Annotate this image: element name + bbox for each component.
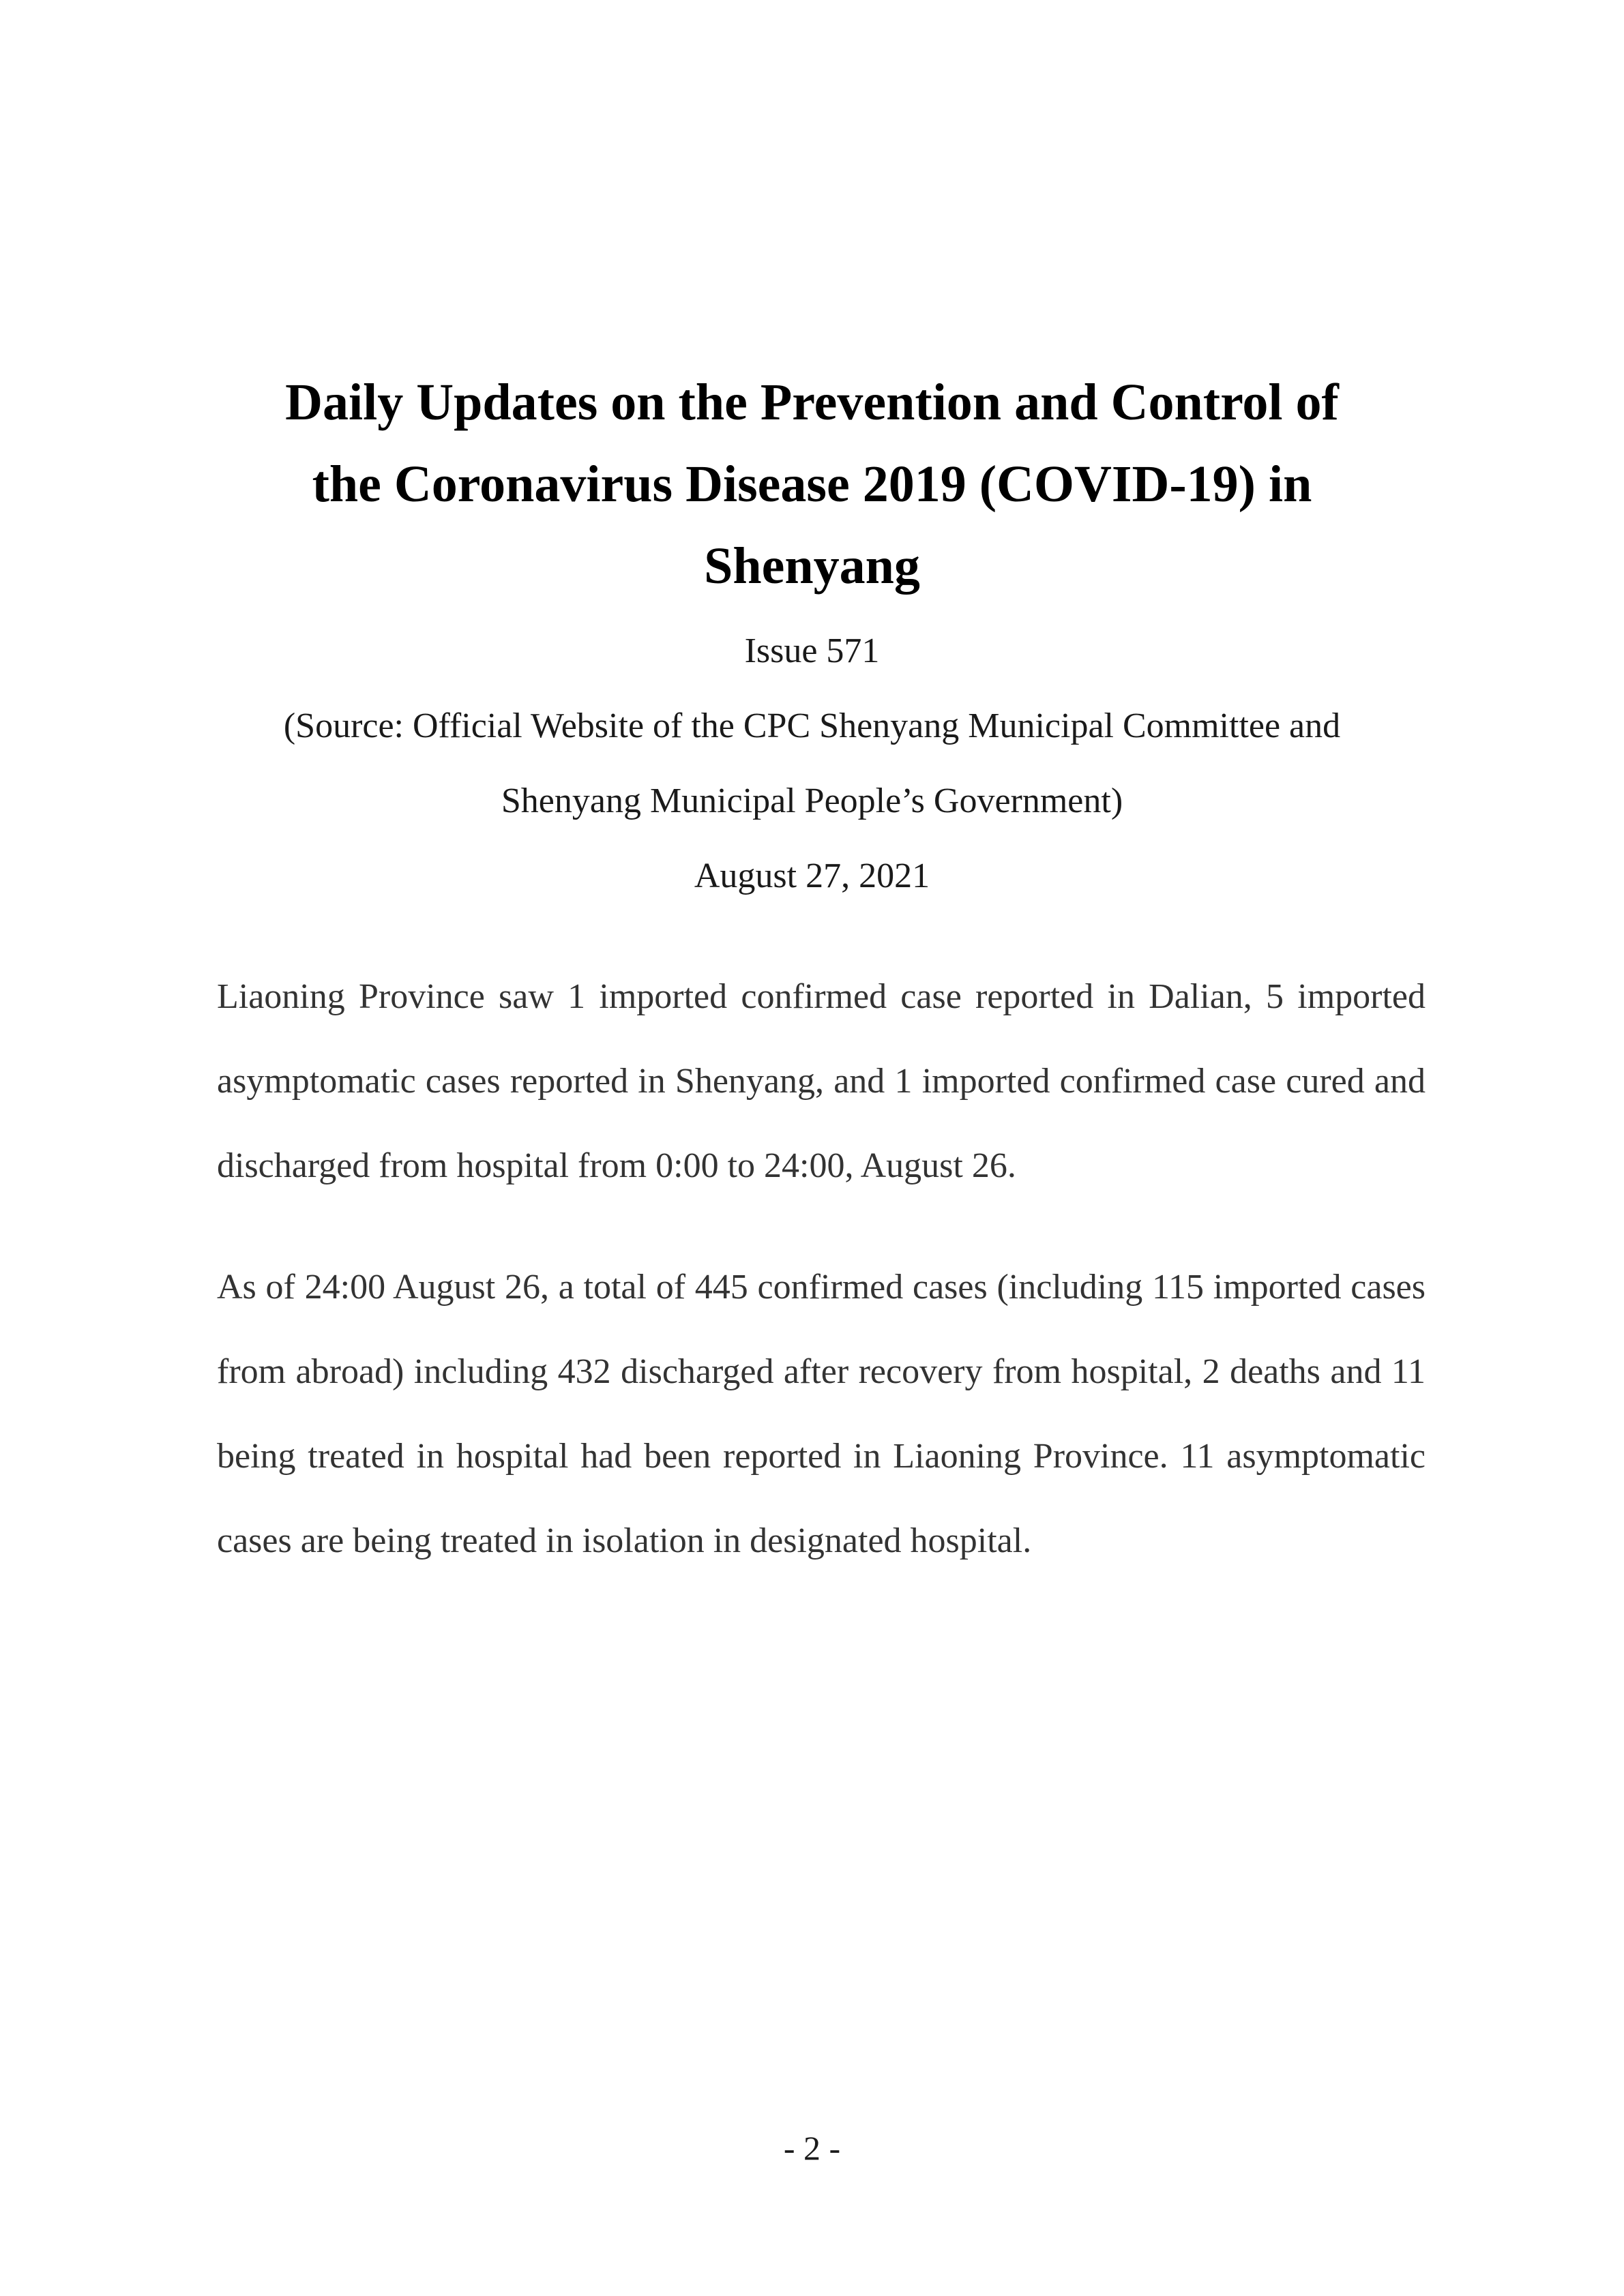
document-body bbox=[217, 955, 1426, 1620]
publication-date: August 27, 2021 bbox=[694, 856, 930, 895]
issue-number: Issue 571 bbox=[744, 631, 880, 670]
title-line-3: Shenyang bbox=[704, 537, 920, 595]
paragraph-cumulative-report: As of 24:00 August 26, a total of 445 confirmed cases (including 115 imported cases from abroad) including 432 discharged after recovery from hospital, 2 deaths and 11 being treated in hospital had been reported in Liaoning Province. 11 asymptomatic cases are being treated in isolation in designated hospital. bbox=[217, 1268, 1426, 1560]
document-title bbox=[205, 361, 1419, 607]
source-line-1: (Source: Official Website of the CPC Shenyang Municipal Committee and bbox=[283, 706, 1341, 745]
title-line-1: Daily Updates on the Prevention and Control of bbox=[285, 374, 1339, 431]
source-line-2: Shenyang Municipal People’s Government) bbox=[501, 781, 1123, 820]
paragraph-daily-report: Liaoning Province saw 1 imported confirmed case reported in Dalian, 5 imported asymptomatic cases reported in Shenyang, and 1 imported confirmed case cured and discharged from hospital from 0:00 to 24:00, August 26. bbox=[217, 977, 1426, 1185]
source-note bbox=[205, 689, 1419, 839]
document-header bbox=[205, 361, 1419, 914]
title-line-2: the Coronavirus Disease 2019 (COVID-19) in bbox=[312, 456, 1312, 513]
page-number: - 2 - bbox=[783, 2129, 841, 2167]
